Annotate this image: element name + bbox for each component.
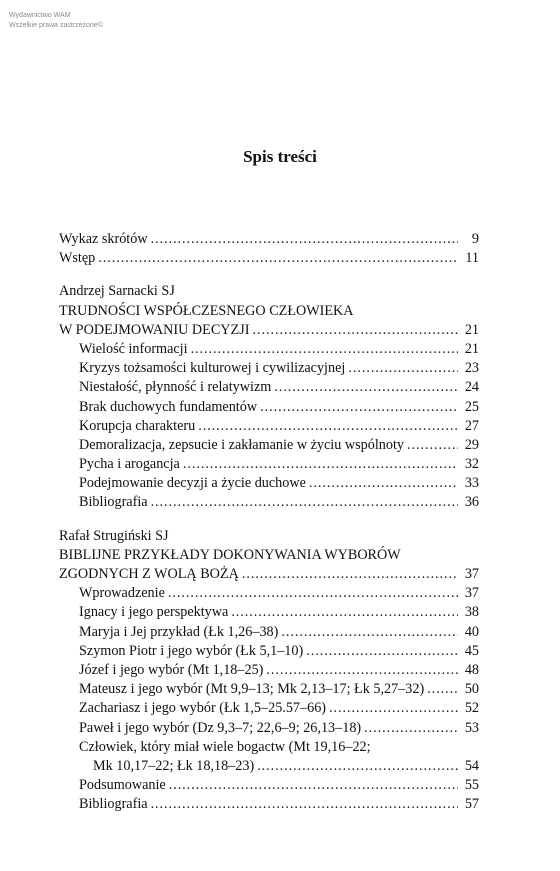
toc-entry-title: Korupcja charakteru bbox=[79, 417, 196, 434]
dot-leader bbox=[364, 719, 458, 738]
section-author: Andrzej Sarnacki SJ bbox=[59, 283, 175, 300]
toc-subentry[interactable] bbox=[59, 623, 479, 642]
toc-entry-page: 29 bbox=[464, 436, 479, 453]
toc-entry-title: Maryja i Jej przykład (Łk 1,26–38) bbox=[79, 623, 279, 640]
toc-entry-page: 40 bbox=[464, 623, 479, 640]
dot-leader bbox=[266, 661, 458, 680]
dot-leader bbox=[231, 603, 458, 622]
toc-entry-title: Józef i jego wybór (Mt 1,18–25) bbox=[79, 661, 264, 678]
dot-leader bbox=[329, 699, 458, 718]
toc-subentry[interactable] bbox=[59, 603, 479, 622]
toc-subentry[interactable] bbox=[59, 436, 479, 455]
toc-entry-title: Bibliografia bbox=[79, 796, 148, 813]
toc-entry-title: Mateusz i jego wybór (Mt 9,9–13; Mk 2,13–17; Łk 5,27–32) bbox=[79, 681, 425, 698]
dot-leader bbox=[281, 623, 458, 642]
dot-leader bbox=[168, 584, 458, 603]
toc-entry-page: 25 bbox=[464, 398, 479, 415]
dot-leader bbox=[274, 378, 458, 397]
section-author: Rafał Strugiński SJ bbox=[59, 527, 169, 544]
toc-entry-title: Podsumowanie bbox=[79, 777, 166, 794]
toc-entry-title: Mk 10,17–22; Łk 18,18–23) bbox=[93, 757, 255, 774]
toc-entry-page: 54 bbox=[464, 757, 479, 774]
toc-subentry[interactable] bbox=[59, 776, 479, 795]
section-heading-line: BIBLIJNE PRZYKŁADY DOKONYWANIA WYBORÓW bbox=[59, 546, 401, 563]
dot-leader bbox=[198, 417, 458, 436]
toc-entry-page: 21 bbox=[464, 321, 479, 338]
toc-entry-title: Kryzys tożsamości kulturowej i cywilizacyjnej bbox=[79, 360, 346, 377]
toc-entry-title: Demoralizacja, zepsucie i zakłamanie w życiu wspólnoty bbox=[79, 436, 404, 453]
toc-section-heading[interactable] bbox=[59, 321, 479, 340]
section-heading-line: TRUDNOŚCI WSPÓŁCZESNEGO CZŁOWIEKA bbox=[59, 302, 354, 319]
toc-entry-page: 27 bbox=[464, 417, 479, 434]
toc-subentry[interactable] bbox=[59, 359, 479, 378]
toc-entry-page: 53 bbox=[464, 719, 479, 736]
toc-entry-title: Zachariasz i jego wybór (Łk 1,5–25.57–66) bbox=[79, 700, 327, 717]
toc-entry-page: 9 bbox=[471, 231, 479, 247]
toc-subentry[interactable] bbox=[59, 378, 479, 397]
dot-leader bbox=[306, 642, 458, 661]
toc-entry-title: Szymon Piotr i jego wybór (Łk 5,1–10) bbox=[79, 642, 304, 659]
section-gap bbox=[59, 513, 479, 527]
toc-subentries bbox=[59, 584, 479, 738]
toc-subentry[interactable] bbox=[59, 455, 479, 474]
watermark bbox=[9, 11, 103, 31]
section-gap bbox=[59, 268, 479, 282]
toc-entry-page: 57 bbox=[464, 796, 479, 813]
toc-entry-title: Wprowadzenie bbox=[79, 585, 165, 602]
toc-entry-title: Pycha i arogancja bbox=[79, 456, 180, 473]
toc-entry-title: Brak duchowych fundamentów bbox=[79, 398, 258, 415]
toc-subentry[interactable] bbox=[59, 493, 479, 512]
toc-entry-title: Podejmowanie decyzji a życie duchowe bbox=[79, 475, 306, 492]
toc-subentry[interactable] bbox=[59, 474, 479, 493]
toc-entry-page: 21 bbox=[464, 340, 479, 357]
dot-leader bbox=[407, 436, 458, 455]
dot-leader bbox=[260, 398, 458, 417]
toc-subentry[interactable] bbox=[59, 642, 479, 661]
dot-leader bbox=[191, 340, 458, 359]
toc-subentries bbox=[59, 776, 479, 814]
toc-subentry[interactable] bbox=[59, 398, 479, 417]
dot-leader bbox=[151, 230, 458, 249]
toc-entry-page: 33 bbox=[464, 475, 479, 492]
dot-leader bbox=[427, 680, 458, 699]
toc-entry-title: Bibliografia bbox=[79, 494, 148, 511]
dot-leader bbox=[183, 455, 458, 474]
toc-subentry[interactable] bbox=[59, 680, 479, 699]
toc-subentry[interactable] bbox=[59, 584, 479, 603]
watermark-rights: Wszelkie prawa zastrzeżone© bbox=[9, 22, 103, 29]
toc-entry-page: 32 bbox=[464, 456, 479, 473]
toc-entry-introduction[interactable] bbox=[59, 249, 479, 268]
toc-entry-multiline-second[interactable] bbox=[59, 757, 479, 776]
dot-leader bbox=[151, 795, 458, 814]
toc-entry-page: 50 bbox=[464, 681, 479, 698]
toc-entry-page: 45 bbox=[464, 642, 479, 659]
toc-entry-page: 23 bbox=[464, 360, 479, 377]
toc-entry-abbreviations[interactable] bbox=[59, 230, 479, 249]
toc-entry-page: 37 bbox=[464, 585, 479, 602]
toc-entry-page: 55 bbox=[464, 777, 479, 794]
toc-entry-page: 48 bbox=[464, 661, 479, 678]
dot-leader bbox=[309, 474, 458, 493]
toc-subentries bbox=[59, 340, 479, 513]
toc-entry-title: Ignacy i jego perspektywa bbox=[79, 604, 229, 621]
toc-section-heading[interactable] bbox=[59, 565, 479, 584]
toc-entry-title: Wykaz skrótów bbox=[59, 231, 148, 247]
dot-leader bbox=[348, 359, 458, 378]
toc-entry-page: 38 bbox=[464, 604, 479, 621]
toc-entry-page: 24 bbox=[464, 379, 479, 396]
toc-subentry[interactable] bbox=[59, 417, 479, 436]
dot-leader bbox=[257, 757, 458, 776]
dot-leader bbox=[151, 493, 458, 512]
toc-subentry[interactable] bbox=[59, 795, 479, 814]
dot-leader bbox=[98, 249, 458, 268]
toc-entry-page: 52 bbox=[464, 700, 479, 717]
toc-entry-page: 11 bbox=[465, 250, 479, 267]
watermark-publisher: Wydawnictwo WAM bbox=[9, 12, 71, 19]
toc-entry-page: 36 bbox=[464, 494, 479, 511]
toc-entry-title: Wstęp bbox=[59, 250, 96, 267]
dot-leader bbox=[252, 321, 458, 340]
toc-entry-title: Niestałość, płynność i relatywizm bbox=[79, 379, 272, 396]
section-heading-title: W PODEJMOWANIU DECYZJI bbox=[59, 321, 250, 338]
toc-subentry[interactable] bbox=[59, 661, 479, 680]
toc-subentry[interactable] bbox=[59, 340, 479, 359]
toc-entry-title: Paweł i jego wybór (Dz 9,3–7; 22,6–9; 26,13–18) bbox=[79, 719, 362, 736]
dot-leader bbox=[242, 565, 458, 584]
page-title: Spis treści bbox=[243, 147, 317, 166]
toc-subentry[interactable] bbox=[59, 699, 479, 718]
toc-entry-title: Wielość informacji bbox=[79, 340, 188, 357]
toc-subentry[interactable] bbox=[59, 719, 479, 738]
toc-entry-multiline-first[interactable]: Człowiek, który miał wiele bogactw (Mt 19,16–22; bbox=[79, 738, 371, 755]
table-of-contents bbox=[59, 230, 479, 814]
toc-entry-page: 37 bbox=[464, 566, 479, 582]
dot-leader bbox=[169, 776, 458, 795]
section-heading-title: ZGODNYCH Z WOLĄ BOŻĄ bbox=[59, 566, 239, 582]
